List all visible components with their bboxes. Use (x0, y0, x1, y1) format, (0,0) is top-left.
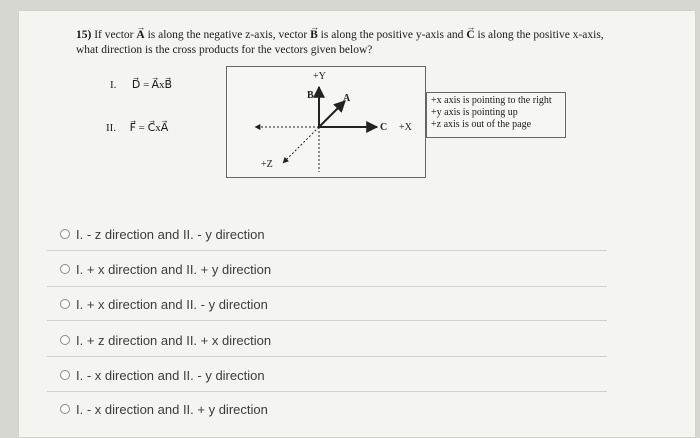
option-divider (47, 286, 607, 287)
radio-button[interactable] (60, 229, 70, 239)
answer-option-2-label: I. + x direction and II. + y direction (76, 261, 272, 277)
option-divider (47, 320, 607, 321)
option-divider (47, 250, 607, 251)
z-axis-positive-arrow (283, 127, 319, 163)
radio-button[interactable] (60, 264, 70, 274)
legend-line-y: +y axis is pointing up (431, 107, 518, 118)
y-axis-label: +Y (313, 71, 326, 82)
answer-option-4[interactable] (60, 330, 271, 350)
answer-option-6[interactable] (60, 399, 268, 419)
question-text-part-4: is along the positive x-axis, (477, 29, 604, 41)
item-i-expression: D⃗ = A⃗xB⃗ (131, 79, 173, 91)
answer-option-1-label: I. - z direction and II. - y direction (76, 226, 265, 242)
answer-option-2[interactable] (60, 259, 271, 279)
radio-button[interactable] (60, 404, 70, 414)
question-text-part-1: If vector (94, 29, 134, 41)
x-axis-label: +X (399, 122, 412, 133)
question-line-2: what direction is the cross products for the vectors given below? (76, 44, 373, 56)
question-number: 15) (76, 29, 92, 41)
axis-legend (426, 92, 566, 138)
radio-button[interactable] (60, 299, 70, 309)
question-line-1 (76, 28, 636, 43)
vector-c-symbol: → C (466, 29, 474, 41)
option-divider (47, 356, 607, 357)
vector-b-symbol: → B (310, 29, 318, 41)
question-text-part-3: is along the positive y-axis and (320, 29, 464, 41)
vector-a-symbol: → A (136, 29, 144, 41)
answer-option-1[interactable] (60, 224, 265, 244)
b-vector-label: B (307, 90, 314, 101)
question-text (76, 28, 636, 58)
answer-option-6-label: I. - x direction and II. + y direction (76, 401, 268, 417)
answer-option-5-label: I. - x direction and II. - y direction (76, 367, 265, 383)
coordinate-diagram (226, 66, 426, 178)
legend-line-z: +z axis is out of the page (431, 119, 532, 130)
answer-option-3[interactable] (60, 294, 268, 314)
c-vector-label: C (380, 122, 388, 133)
item-ii (106, 121, 168, 134)
item-i (110, 78, 172, 91)
legend-line-x: +x axis is pointing to the right (431, 95, 552, 106)
item-i-numeral: I. (110, 79, 117, 91)
item-ii-expression: F⃗ = C⃗xA⃗ (129, 122, 169, 134)
option-divider (47, 391, 607, 392)
answer-option-5[interactable] (60, 365, 265, 385)
radio-button[interactable] (60, 335, 70, 345)
answer-option-3-label: I. + x direction and II. - y direction (76, 296, 268, 312)
answer-option-4-label: I. + z direction and II. + x direction (76, 332, 272, 348)
z-axis-negative-arrow (319, 101, 345, 127)
item-ii-numeral: II. (106, 122, 117, 134)
coordinate-axes (227, 67, 425, 177)
z-axis-label: +Z (261, 159, 273, 170)
a-vector-label: A (343, 93, 351, 104)
question-text-part-2: is along the negative z-axis, vector (147, 29, 308, 41)
radio-button[interactable] (60, 370, 70, 380)
